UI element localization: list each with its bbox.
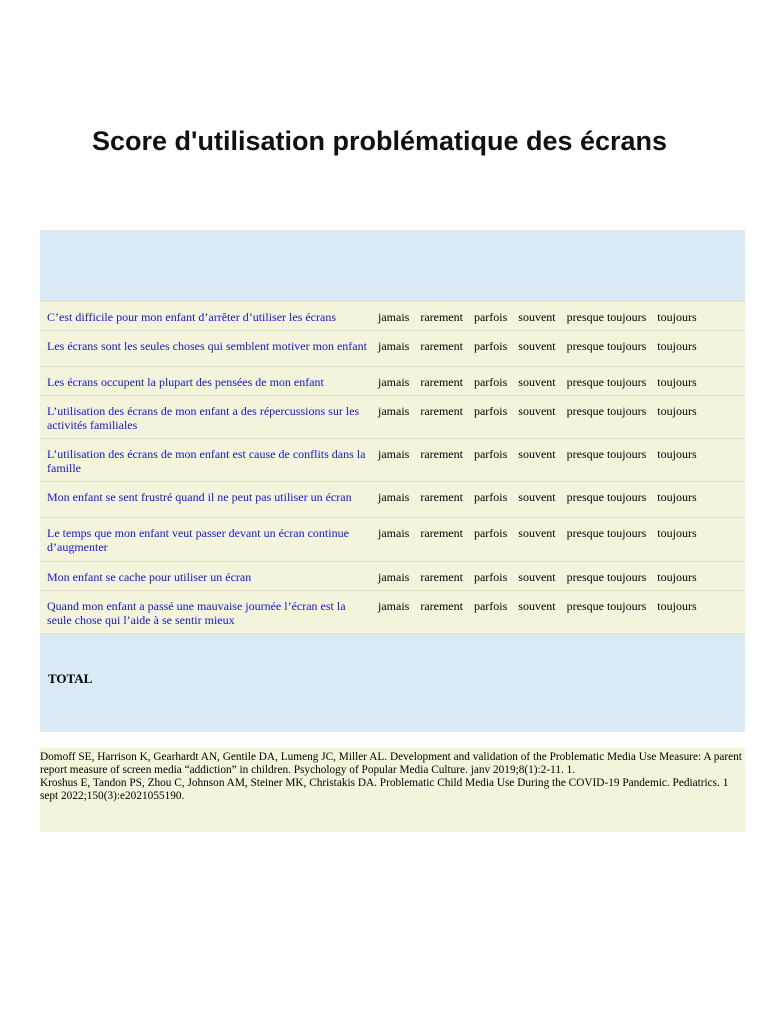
answer-option[interactable]: toujours (657, 310, 697, 324)
answer-option[interactable]: jamais (378, 375, 410, 389)
answer-option[interactable]: jamais (378, 599, 410, 613)
answer-option[interactable]: souvent (518, 404, 556, 418)
answer-option[interactable]: jamais (378, 526, 410, 540)
answer-option[interactable]: parfois (473, 526, 508, 540)
answer-option[interactable]: souvent (518, 375, 556, 389)
answer-options (372, 482, 708, 517)
answer-option[interactable]: parfois (473, 375, 508, 389)
answer-option[interactable]: toujours (657, 404, 697, 418)
answer-option[interactable]: presque toujours (566, 490, 647, 504)
page-title: Score d'utilisation problématique des écrans (92, 126, 668, 156)
answer-options (372, 396, 708, 438)
answer-option[interactable]: parfois (473, 490, 508, 504)
answer-option[interactable]: presque toujours (566, 375, 647, 389)
answer-option[interactable]: toujours (657, 447, 697, 461)
question-text: Les écrans occupent la plupart des pensées de mon enfant (47, 375, 324, 389)
answer-option[interactable]: souvent (518, 339, 556, 353)
answer-option[interactable]: souvent (518, 570, 556, 584)
question-rows (40, 302, 745, 634)
reference-item: Kroshus E, Tandon PS, Zhou C, Johnson AM, Steiner MK, Christakis DA. Problematic Child Media Use During the COVID-19 Pandemic. Pediatrics. 1 sept 2022;150(3):e2021055190. (40, 777, 729, 802)
answer-option[interactable]: souvent (518, 599, 556, 613)
total-row (40, 634, 745, 732)
answer-option[interactable]: presque toujours (566, 526, 647, 540)
table-row (40, 591, 745, 634)
question-text: Quand mon enfant a passé une mauvaise journée l’écran est la seule chose qui l’aide à se sentir mieux (47, 599, 346, 627)
table-row (40, 367, 745, 396)
references (40, 748, 745, 832)
answer-options (372, 591, 708, 633)
answer-option[interactable]: presque toujours (566, 570, 647, 584)
answer-option[interactable]: parfois (473, 599, 508, 613)
question-text: Le temps que mon enfant veut passer devant un écran continue d’augmenter (47, 526, 349, 554)
question-text: Les écrans sont les seules choses qui semblent motiver mon enfant (47, 339, 367, 353)
answer-options (372, 518, 708, 561)
answer-option[interactable]: parfois (473, 447, 508, 461)
question-text: L’utilisation des écrans de mon enfant est cause de conflits dans la famille (47, 447, 366, 475)
answer-option[interactable]: souvent (518, 447, 556, 461)
answer-option[interactable]: parfois (473, 310, 508, 324)
answer-options (372, 302, 708, 330)
answer-option[interactable]: souvent (518, 526, 556, 540)
answer-option[interactable]: souvent (518, 310, 556, 324)
answer-option[interactable]: rarement (420, 526, 463, 540)
answer-option[interactable]: presque toujours (566, 599, 647, 613)
table-row (40, 396, 745, 439)
table-row (40, 302, 745, 331)
table-header-band (40, 230, 745, 302)
answer-option[interactable]: jamais (378, 404, 410, 418)
answer-option[interactable]: rarement (420, 599, 463, 613)
question-text: Mon enfant se cache pour utiliser un écran (47, 570, 252, 584)
answer-option[interactable]: jamais (378, 447, 410, 461)
questionnaire-table (40, 230, 745, 732)
answer-option[interactable]: toujours (657, 339, 697, 353)
answer-option[interactable]: jamais (378, 339, 410, 353)
answer-option[interactable]: jamais (378, 490, 410, 504)
table-row (40, 562, 745, 591)
answer-option[interactable]: parfois (473, 404, 508, 418)
question-text: C’est difficile pour mon enfant d’arrêter d’utiliser les écrans (47, 310, 337, 324)
answer-option[interactable]: presque toujours (566, 447, 647, 461)
answer-option[interactable]: rarement (420, 375, 463, 389)
answer-options (372, 562, 708, 590)
answer-options (372, 439, 708, 481)
answer-option[interactable]: rarement (420, 310, 463, 324)
table-row (40, 439, 745, 482)
answer-option[interactable]: presque toujours (566, 339, 647, 353)
answer-option[interactable]: parfois (473, 570, 508, 584)
answer-option[interactable]: presque toujours (566, 404, 647, 418)
answer-option[interactable]: parfois (473, 339, 508, 353)
table-row (40, 331, 745, 367)
answer-option[interactable]: toujours (657, 599, 697, 613)
answer-option[interactable]: rarement (420, 404, 463, 418)
table-row (40, 518, 745, 562)
answer-options (372, 367, 708, 395)
total-label: TOTAL (48, 671, 93, 686)
answer-option[interactable]: rarement (420, 339, 463, 353)
answer-option[interactable]: presque toujours (566, 310, 647, 324)
answer-options (372, 331, 708, 366)
answer-option[interactable]: rarement (420, 570, 463, 584)
question-text: L’utilisation des écrans de mon enfant a des répercussions sur les activités familiales (47, 404, 360, 432)
answer-option[interactable]: jamais (378, 310, 410, 324)
answer-option[interactable]: rarement (420, 447, 463, 461)
question-text: Mon enfant se sent frustré quand il ne peut pas utiliser un écran (47, 490, 352, 504)
answer-option[interactable]: rarement (420, 490, 463, 504)
table-row (40, 482, 745, 518)
answer-option[interactable]: jamais (378, 570, 410, 584)
answer-option[interactable]: toujours (657, 570, 697, 584)
answer-option[interactable]: toujours (657, 526, 697, 540)
reference-item: Domoff SE, Harrison K, Gearhardt AN, Gentile DA, Lumeng JC, Miller AL. Development and validation of the Problematic Media Use Measure: A parent report measure of screen media “addiction” in children. Psychology of Popular Media Culture. janv 2019;8(1):2-11. 1. (40, 751, 742, 776)
answer-option[interactable]: souvent (518, 490, 556, 504)
answer-option[interactable]: toujours (657, 375, 697, 389)
answer-option[interactable]: toujours (657, 490, 697, 504)
